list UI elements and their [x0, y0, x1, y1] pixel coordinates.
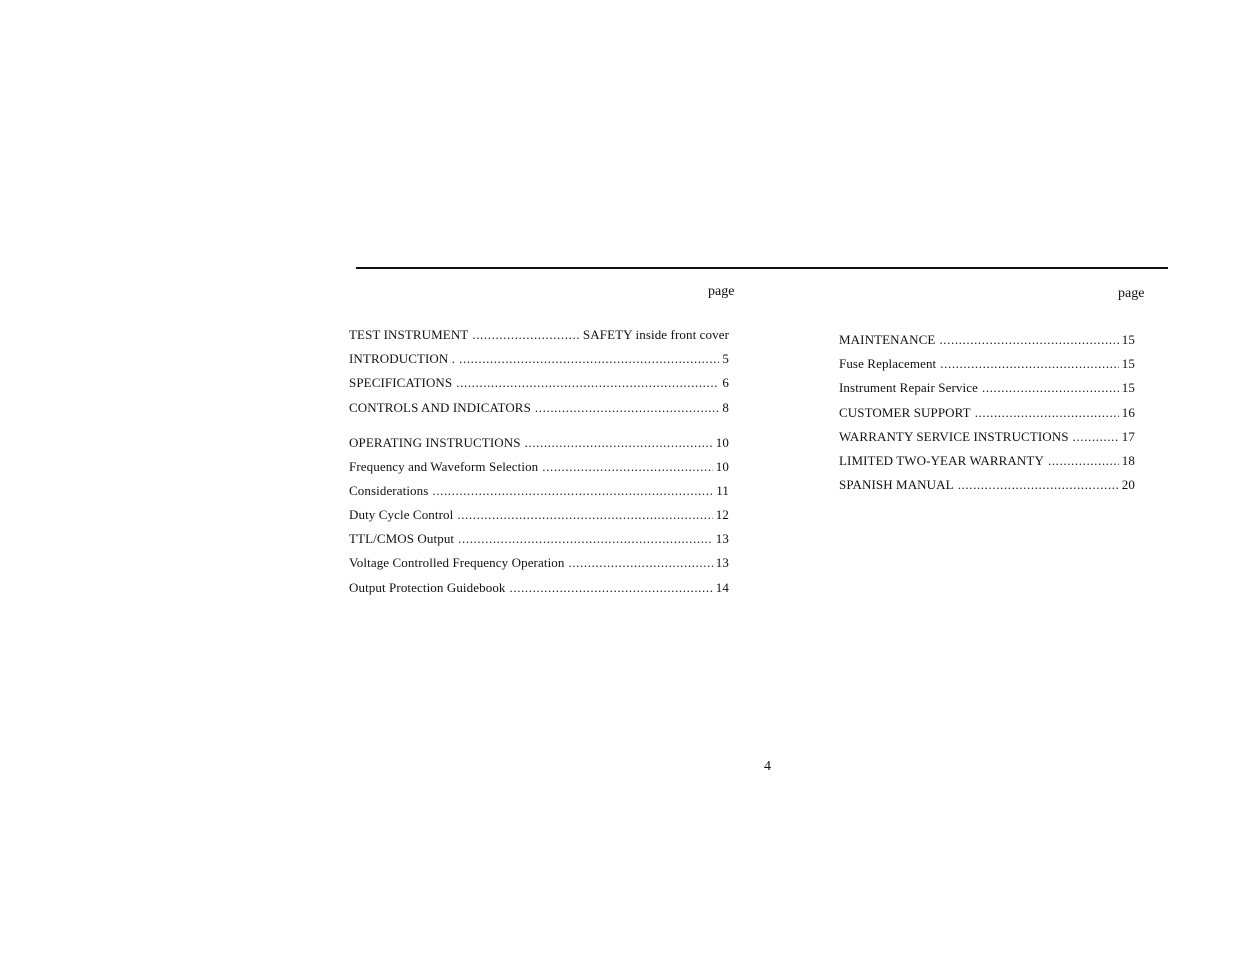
- toc-entry: [349, 580, 729, 604]
- toc-entry: [839, 380, 1135, 404]
- page-number: 4: [764, 759, 771, 774]
- toc-leader-dots: [472, 327, 580, 343]
- toc-entry-title: Frequency and Waveform Selection: [349, 458, 539, 474]
- toc-entry-title: Voltage Controlled Frequency Operation: [349, 555, 565, 571]
- toc-entry: [349, 400, 729, 424]
- toc-entry: [349, 555, 729, 579]
- toc-entry: [349, 327, 729, 351]
- toc-leader-dots: [459, 351, 719, 367]
- toc-leader-dots: [456, 375, 719, 391]
- toc-entry-page: 15: [1121, 356, 1135, 372]
- toc-entry-page: 17: [1121, 428, 1135, 444]
- toc-entry-page: 13: [715, 531, 729, 547]
- toc-leader-dots: [510, 580, 713, 596]
- toc-entry-title: WARRANTY SERVICE INSTRUCTIONS: [839, 428, 1069, 444]
- toc-entry-title: SPECIFICATIONS: [349, 375, 453, 391]
- toc-entry-page: 6: [722, 375, 729, 391]
- toc-entry-title: INTRODUCTION .: [349, 351, 456, 367]
- toc-entry: [839, 405, 1135, 429]
- toc-entry: [349, 435, 729, 459]
- toc-leader-dots: [535, 400, 719, 416]
- toc-entry: [349, 507, 729, 531]
- toc-entry: [349, 351, 729, 375]
- toc-leader-dots: [542, 459, 713, 475]
- page-column-label-right: page: [1118, 286, 1145, 301]
- toc-entry-title: TTL/CMOS Output: [349, 531, 455, 547]
- toc-entry-title: CUSTOMER SUPPORT: [839, 404, 971, 420]
- page-column-label-left: page: [708, 284, 735, 299]
- toc-entry-page: 16: [1121, 404, 1135, 420]
- toc-leader-dots: [458, 531, 713, 547]
- toc-entry-page: 15: [1121, 380, 1135, 396]
- toc-entry-page: 11: [716, 482, 729, 498]
- toc-entry-page: 14: [715, 579, 729, 595]
- toc-entry: [839, 429, 1135, 453]
- toc-entry-title: CONTROLS AND INDICATORS: [349, 399, 531, 415]
- toc-entry-page: 12: [715, 507, 729, 523]
- toc-left-column: [349, 327, 729, 604]
- toc-leader-dots: [432, 483, 713, 499]
- toc-entry: [349, 531, 729, 555]
- toc-entry-title: SPANISH MANUAL: [839, 477, 954, 493]
- toc-entry: [839, 453, 1135, 477]
- toc-leader-dots: [982, 380, 1119, 396]
- toc-leader-dots: [939, 332, 1118, 348]
- toc-entry: [839, 477, 1135, 501]
- toc-entry-title: OPERATING INSTRUCTIONS: [349, 434, 521, 450]
- toc-entry-title: LIMITED TWO-YEAR WARRANTY: [839, 452, 1044, 468]
- toc-entry-title: TEST INSTRUMENT: [349, 327, 469, 342]
- toc-entry-title: Output Protection Guidebook: [349, 579, 506, 595]
- toc-leader-dots: [1073, 429, 1119, 445]
- toc-leader-dots: [975, 405, 1119, 421]
- toc-leader-dots: [940, 356, 1119, 372]
- toc-entry-page: 13: [715, 555, 729, 571]
- toc-entry-page: 20: [1121, 477, 1135, 493]
- toc-entry-page: 10: [715, 458, 729, 474]
- toc-entry-page: 18: [1121, 452, 1135, 468]
- toc-entry-page: SAFETY inside front cover: [582, 327, 729, 342]
- toc-entry-page: 15: [1121, 332, 1135, 347]
- toc-right-column: [839, 332, 1135, 501]
- toc-entry-page: 8: [722, 399, 729, 415]
- toc-leader-dots: [568, 555, 712, 571]
- toc-entry: [839, 356, 1135, 380]
- toc-entry-title: Fuse Replacement: [839, 356, 937, 372]
- toc-entry-title: Instrument Repair Service: [839, 380, 978, 396]
- toc-entry-page: 5: [722, 351, 729, 367]
- header-rule: [356, 267, 1168, 269]
- toc-entry-title: Considerations: [349, 482, 429, 498]
- toc-leader-dots: [525, 435, 713, 451]
- toc-entry: [349, 459, 729, 483]
- toc-leader-dots: [457, 507, 712, 523]
- toc-entry: [349, 483, 729, 507]
- toc-entry: [839, 332, 1135, 356]
- toc-entry-title: MAINTENANCE: [839, 332, 936, 347]
- toc-entry-title: Duty Cycle Control: [349, 507, 454, 523]
- toc-entry-page: 10: [715, 434, 729, 450]
- toc-leader-dots: [958, 477, 1119, 493]
- toc-entry: [349, 375, 729, 399]
- toc-leader-dots: [1048, 453, 1119, 469]
